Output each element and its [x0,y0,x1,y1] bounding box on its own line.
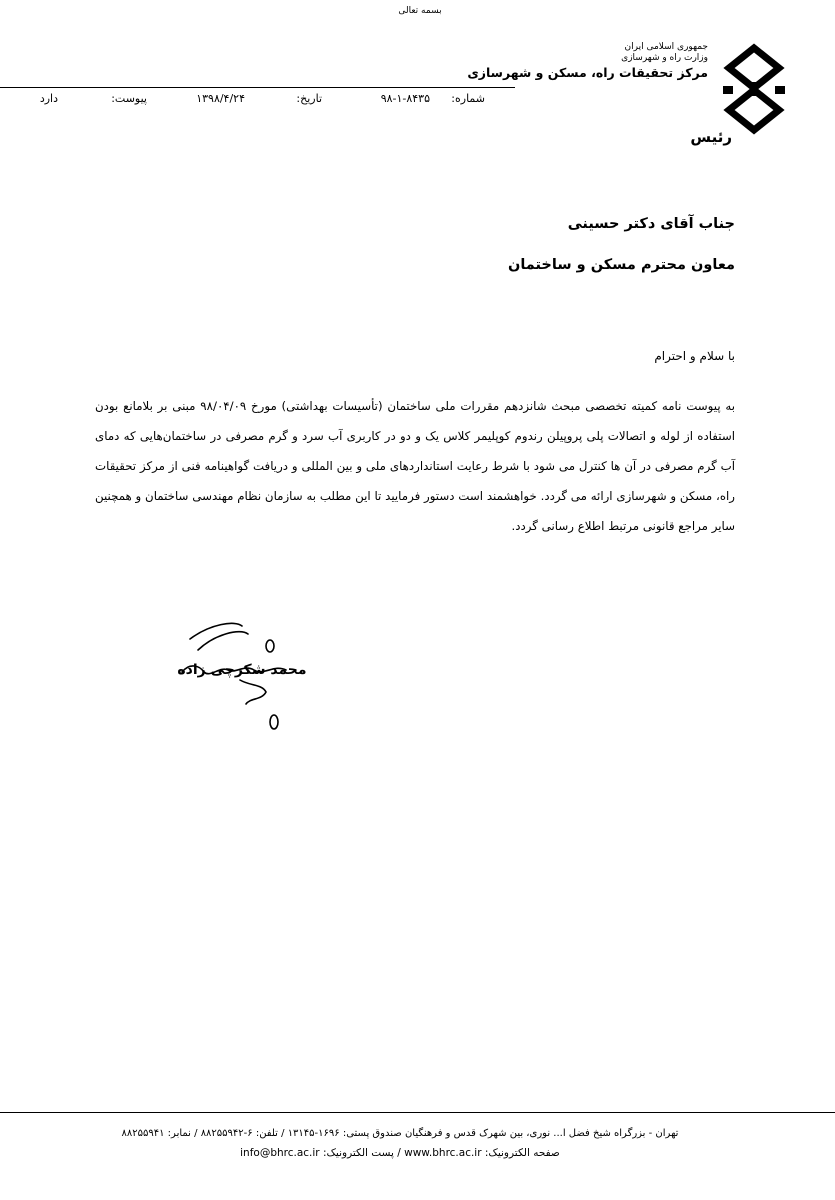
header-divider [0,87,515,88]
number-label: شماره: [451,92,485,105]
bhrc-logo [721,42,787,136]
date-label: تاریخ: [296,92,322,105]
org-center: مرکز تحقیقات راه، مسکن و شهرسازی [467,64,708,80]
signature-name: محمد شکرچی زاده [177,662,307,678]
footer-divider [0,1112,835,1113]
number-value: ۹۸-۱-۸۴۳۵ [380,92,430,105]
org-country: جمهوری اسلامی ایران [624,42,708,52]
recipient-title: معاون محترم مسکن و ساختمان [507,257,735,273]
attachment-value: دارد [39,92,58,105]
letter-body: به پیوست نامه کمیته تخصصی مبحث شانزدهم مقررات ملی ساختمان (تأسیسات بهداشتی) مورخ ۹۸/۰۴/۰۹ مبنی بر بلامانع بودن استفاده از لوله و اتصالات پلی پروپیلن رندوم کوپلیمر کلاس یک و دو در کاربری آب سرد و گرم مصرفی در ساختمان‌هایی که دمای آب گرم مصرفی در آن ها کنترل می شود با شرط رعایت استانداردهای ملی و بین المللی و دریافت گواهینامه فنی از مرکز تحقیقات راه، مسکن و شهرسازی ارائه می گردد. خواهشمند است دستور فرمایید تا این مطلب به سازمان نظام مهندسی ساختمان و همچنین سایر مراجع قانونی مرتبط اطلاع رسانی گردد. [95,399,735,533]
attachment-label: پیوست: [111,92,147,105]
organization-header [467,42,708,80]
org-ministry: وزارت راه و شهرسازی [621,53,708,64]
footer-address: تهران - بزرگراه شیخ فضل ا... نوری، بین شهرک قدس و فرهنگیان صندوق پستی: ۱۶۹۶-۱۳۱۴۵ / تلفن: ۶-۸۸۲۵۵۹۴۲ / نمابر: ۸۸۲۵۵۹۴۱ [121,1128,679,1139]
greeting: با سلام و احترام [654,349,735,363]
sender-role: رئیس [690,128,732,146]
footer-web: صفحه الکترونیک: www.bhrc.ac.ir / پست الکترونیک: info@bhrc.ac.ir [240,1147,560,1159]
date-value: ۱۳۹۸/۴/۲۴ [196,92,245,105]
recipient-name: جناب آقای دکتر حسینی [567,216,735,232]
basmala: بسمه تعالی [398,6,442,16]
signature [170,614,310,734]
